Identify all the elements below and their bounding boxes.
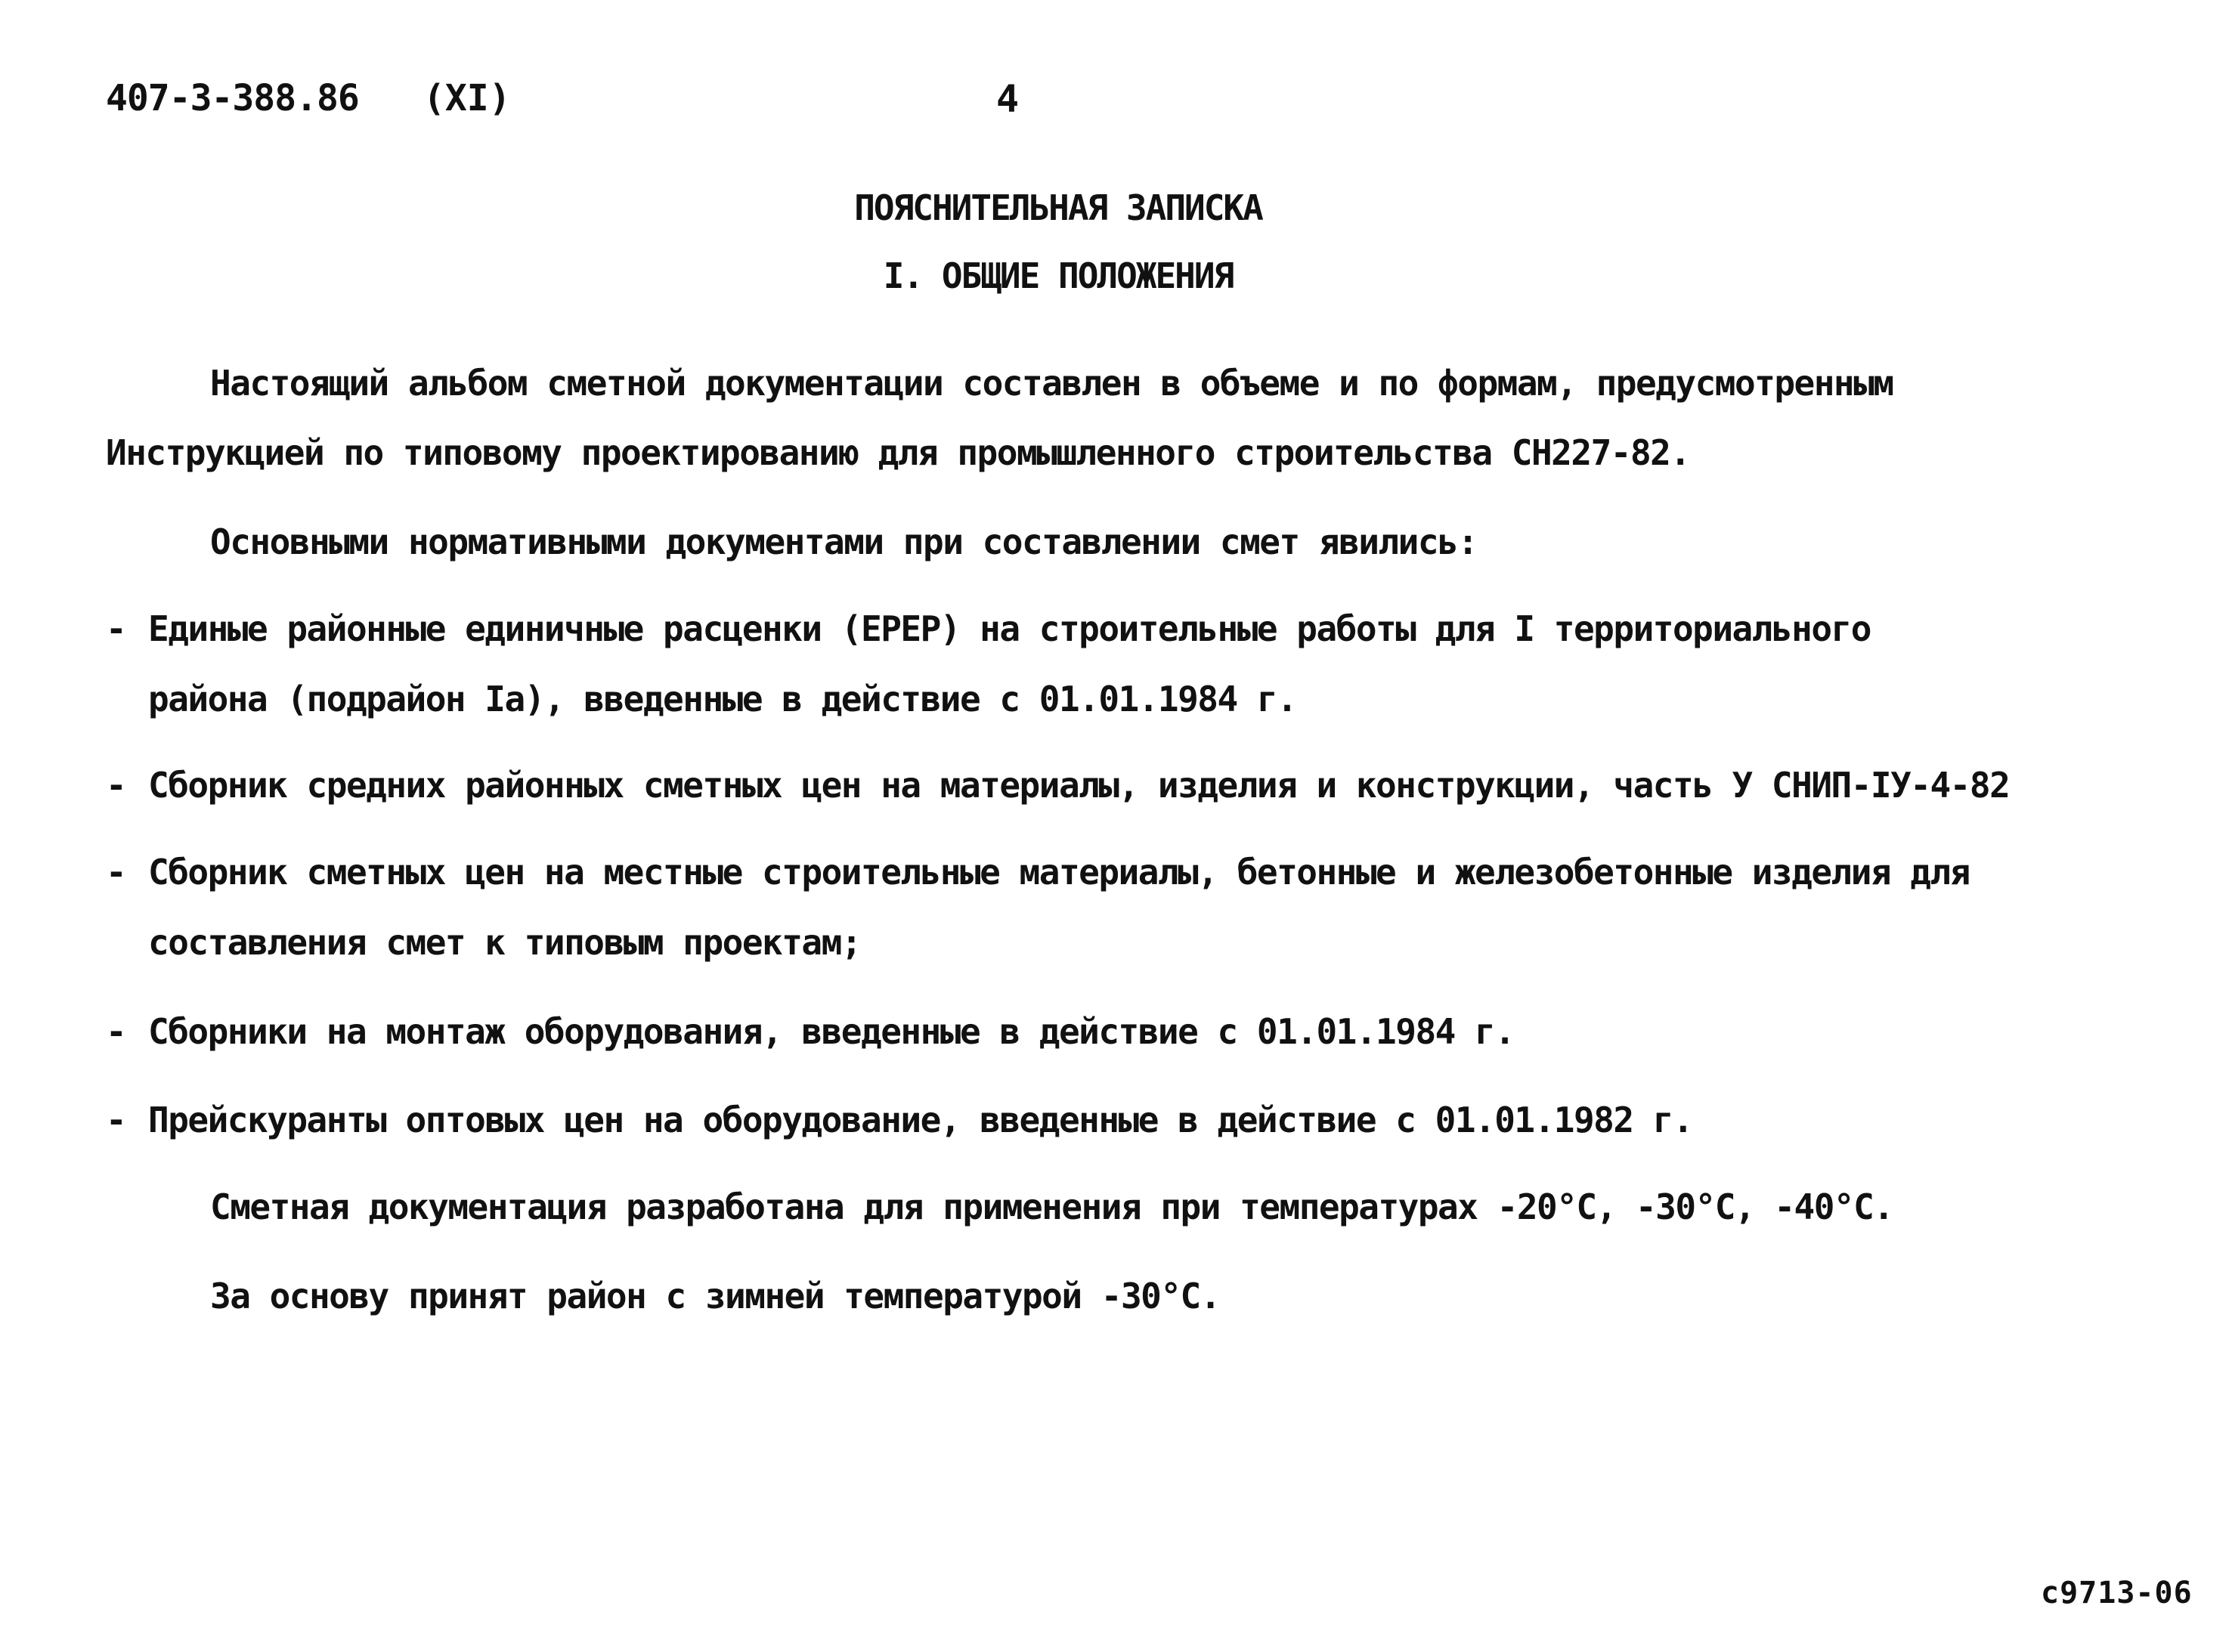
list-item-5-line-1: Прейскуранты оптовых цен на оборудование, введенные в действие с 01.01.1982 г. bbox=[148, 1100, 1693, 1140]
intro-line-1: Настоящий альбом сметной документации составлен в объеме и по формам, предусмотренным bbox=[210, 363, 1893, 404]
list-item-3-line-2: составления смет к типовым проектам; bbox=[148, 922, 861, 963]
footer-stamp: с9713-06 bbox=[2041, 1576, 2193, 1610]
bullet-marker: - bbox=[106, 608, 127, 649]
section-title: I. ОБЩИЕ ПОЛОЖЕНИЯ bbox=[883, 255, 1234, 296]
list-item-3-line-1: Сборник сметных цен на местные строительные материалы, бетонные и железобетонные изделия для bbox=[148, 852, 1970, 893]
base-temperature-line: За основу принят район с зимней температурой -30°С. bbox=[210, 1276, 1220, 1316]
bullet-marker: - bbox=[106, 1100, 127, 1140]
list-item-1-line-1: Единые районные единичные расценки (ЕРЕР) на строительные работы для I территориального bbox=[148, 608, 1871, 649]
bullet-marker: - bbox=[106, 852, 127, 893]
page-title: ПОЯСНИТЕЛЬНАЯ ЗАПИСКА bbox=[854, 187, 1262, 228]
temperatures-line: Сметная документация разработана для применения при температурах -20°С, -30°С, -40°С. bbox=[210, 1186, 1893, 1227]
list-item-4-line-1: Сборники на монтаж оборудования, введенные в действие с 01.01.1984 г. bbox=[148, 1011, 1515, 1052]
page-number: 4 bbox=[996, 77, 1020, 121]
document-code: 407-3-388.86 bbox=[106, 77, 359, 119]
list-item-2-line-1: Сборник средних районных сметных цен на материалы, изделия и конструкции, часть У СНИП-IУ-4-82 bbox=[148, 765, 2010, 806]
bullet-marker: - bbox=[106, 1011, 127, 1052]
bullet-marker: - bbox=[106, 765, 127, 806]
docs-heading: Основными нормативными документами при составлении смет явились: bbox=[210, 521, 1478, 562]
document-part: (XI) bbox=[423, 77, 511, 119]
list-item-1-line-2: района (подрайон Iа), введенные в действие с 01.01.1984 г. bbox=[148, 679, 1297, 719]
intro-line-2: Инструкцией по типовому проектированию для промышленного строительства СН227-82. bbox=[106, 432, 1690, 473]
